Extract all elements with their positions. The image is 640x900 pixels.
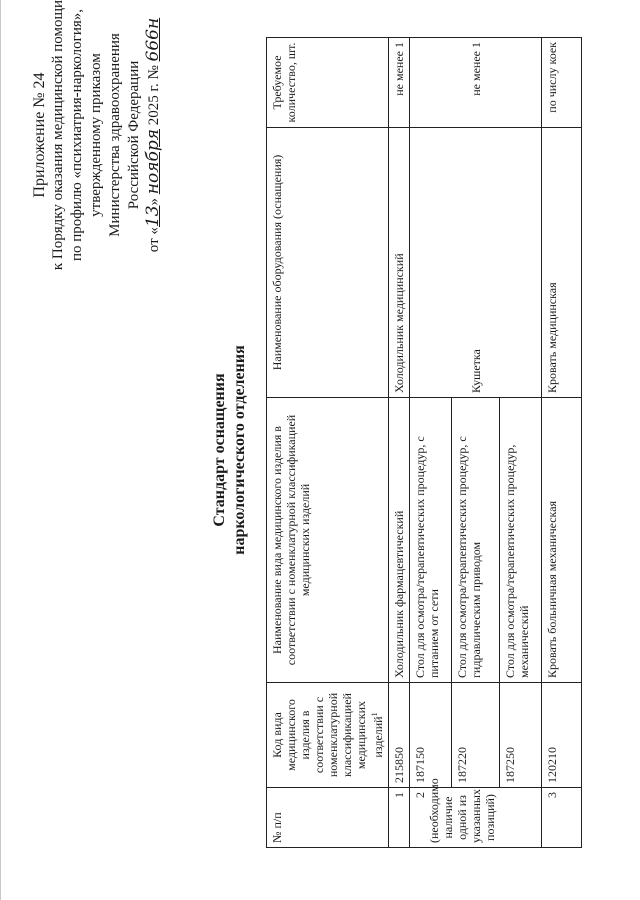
appendix-header <box>30 0 164 280</box>
row-kind: Стол для осмотра/терапевтических процедур, с питанием от сети <box>410 398 452 683</box>
handwritten-order-number: 666н <box>143 17 163 62</box>
row-group-note: (необходимо наличие одной из указанных позиций) <box>427 778 497 843</box>
row-kind: Холодильник фармацевтический <box>389 398 410 683</box>
header-quantity: Требуемое количество, шт. <box>267 38 389 128</box>
row-num: 3 <box>542 788 582 848</box>
row-quantity: не менее 1 <box>389 38 410 128</box>
row-equipment: Кушетка <box>410 128 542 398</box>
header-code: Код вида медицинского изделия в соответствии с номенклатурной классификацией медицинских изделий$^1$ <box>267 683 389 788</box>
title-line: наркологического отделения <box>231 345 248 555</box>
row-num-group: 2 (необходимо наличие одной из указанных позиций) <box>410 788 542 848</box>
row-code: 187220 <box>452 683 500 788</box>
row-equipment: Кровать медицинская <box>542 128 582 398</box>
header-kind: Наименование вида медицинского изделия в соответствии с номенклатурной классификацией медицинских изделий <box>267 398 389 683</box>
equipment-table <box>266 37 582 848</box>
order-date-line: от «13» ноября 2025 г. № 666н <box>143 17 163 253</box>
appendix-line: по профилю «психиатрия-наркология», <box>69 9 85 261</box>
handwritten-month: ноября <box>143 129 163 195</box>
row-kind: Стол для осмотра/терапевтических процедур, механический <box>500 398 542 683</box>
row-equipment: Холодильник медицинский <box>389 128 410 398</box>
row-kind: Кровать больничная механическая <box>542 398 582 683</box>
row-quantity: не менее 1 <box>410 38 542 128</box>
table-row <box>542 38 582 848</box>
header-equipment: Наименование оборудования (оснащения) <box>267 128 389 398</box>
table-row <box>389 38 410 848</box>
appendix-line: к Порядку оказания медицинской помощи <box>50 0 66 271</box>
row-num: 1 <box>389 788 410 848</box>
appendix-number: Приложение № 24 <box>31 72 48 198</box>
row-code: 187250 <box>500 683 542 788</box>
document-title <box>210 0 250 900</box>
row-kind: Стол для осмотра/терапевтических процедур, с гидравлическим приводом <box>452 398 500 683</box>
header-num: № п/п <box>267 788 389 848</box>
appendix-line: Российской Федерации <box>126 60 142 210</box>
appendix-line: Министерства здравоохранения <box>107 33 123 237</box>
handwritten-day: 13 <box>143 205 163 228</box>
title-line: Стандарт оснащения <box>211 373 228 527</box>
table-row <box>410 38 452 848</box>
row-code: 215850 <box>389 683 410 788</box>
row-code: 187150 <box>410 683 452 788</box>
row-code: 120210 <box>542 683 582 788</box>
row-quantity: по числу коек <box>542 38 582 128</box>
table-header-row <box>267 38 389 848</box>
appendix-line: утвержденному приказом <box>88 53 104 217</box>
